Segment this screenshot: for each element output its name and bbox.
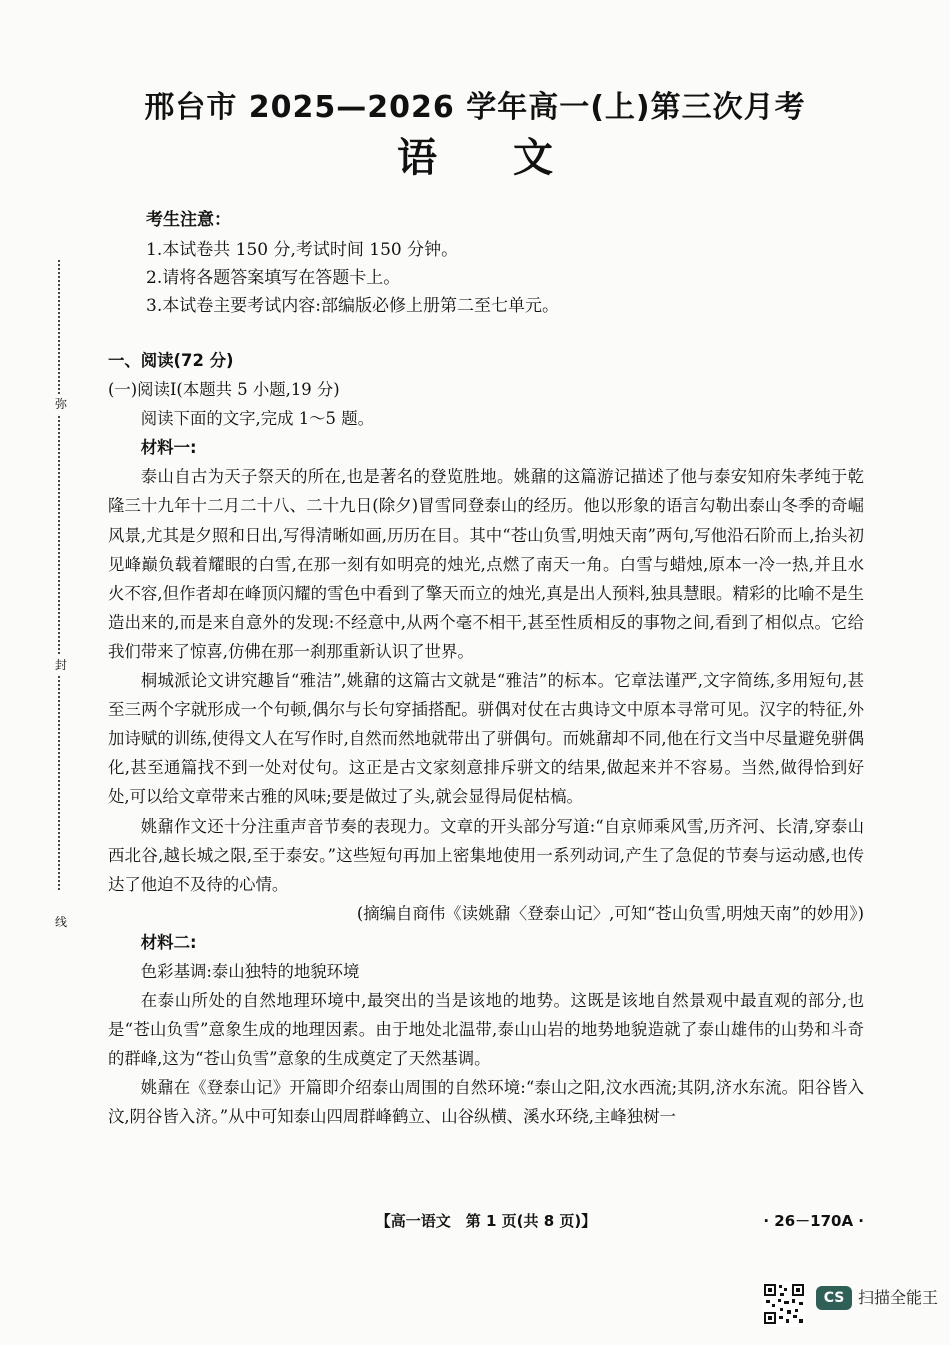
camscanner-name: 扫描全能王 bbox=[858, 1288, 939, 1307]
material-2-subtitle: 色彩基调:泰山独特的地貌环境 bbox=[140, 961, 360, 981]
exam-title: 邢台市 2025—2026 学年高一(上)第三次月考 bbox=[144, 90, 806, 125]
subject-title bbox=[0, 126, 950, 183]
binding-dotted-line bbox=[58, 260, 60, 890]
subject-char-1: 语 bbox=[397, 135, 437, 181]
candidate-notice bbox=[146, 206, 559, 320]
material-1-paragraph: 姚鼐作文还十分注重声音节奏的表现力。文章的开头部分写道:“自京师乘风雪,历齐河、长清,穿泰山西北谷,越长城之限,至于泰安。”这些短句再加上密集地使用一系列动词,产生了急促的节奏与运动感,也传达了他迫不及待的心情。 bbox=[108, 816, 864, 894]
material-1-source: (摘编自商伟《读姚鼐〈登泰山记〉,可知“苍山负雪,明烛天南”的妙用》) bbox=[356, 903, 864, 923]
subject-char-2: 文 bbox=[513, 135, 553, 181]
notice-item: 3.本试卷主要考试内容:部编版必修上册第二至七单元。 bbox=[146, 296, 559, 316]
camscanner-logo: CS bbox=[816, 1286, 852, 1310]
notice-item: 2.请将各题答案填写在答题卡上。 bbox=[146, 268, 401, 288]
section-heading: 一、阅读(72 分) bbox=[108, 351, 234, 370]
material-2-paragraph: 姚鼐在《登泰山记》开篇即介绍泰山周围的自然环境:“泰山之阳,汶水西流;其阴,济水东流。阳谷皆入汶,阴谷皆入济。”从中可知泰山四周群峰鹤立、山谷纵横、溪水环绕,主峰独树一 bbox=[108, 1078, 864, 1127]
exam-body bbox=[108, 346, 864, 1132]
notice-heading: 考生注意： bbox=[146, 210, 231, 230]
instruction: 阅读下面的文字,完成 1～5 题。 bbox=[140, 409, 374, 429]
seal-line-char: 封 bbox=[52, 655, 70, 675]
material-1-paragraph: 桐城派论文讲究趣旨“雅洁”,姚鼐的这篇古文就是“雅洁”的标本。它章法谨严,文字简练,多用短句,甚至三两个字就形成一个句顿,偶尔与长句穿插搭配。骈偶对仗在古典诗文中原本寻常可见。汉字的特征,外加诗赋的训练,使得文人在写作时,自然而然地就带出了骈偶句。而姚鼐却不同,他在行文当中尽量避免骈偶化,甚至通篇找不到一处对仗句。这正是古文家刻意排斥骈文的结果,做起来并不容易。当然,做得恰到好处,可以给文章带来古雅的风味;要是做过了头,就会显得局促枯槁。 bbox=[108, 671, 864, 807]
page-footer bbox=[108, 1210, 864, 1232]
material-1-label: 材料一: bbox=[140, 438, 197, 458]
footer-page-info: 【高一语文 第 1 页(共 8 页)】 bbox=[375, 1212, 597, 1230]
subsection-heading: (一)阅读Ⅰ(本题共 5 小题,19 分) bbox=[108, 380, 340, 400]
material-2-label: 材料二: bbox=[140, 932, 197, 952]
seal-line-char: 弥 bbox=[52, 394, 70, 414]
notice-item: 1.本试卷共 150 分,考试时间 150 分钟。 bbox=[146, 240, 459, 260]
material-2-paragraph: 在泰山所处的自然地理环境中,最突出的当是该地的地势。这既是该地自然景观中最直观的部分,也是“苍山负雪”意象生成的地理因素。由于地处北温带,泰山山岩的地势地貌造就了泰山雄伟的山势和斗奇的群峰,这为“苍山负雪”意象的生成奠定了天然基调。 bbox=[108, 991, 864, 1069]
qr-code-icon bbox=[762, 1282, 806, 1326]
seal-line-char: 线 bbox=[52, 912, 70, 932]
footer-exam-code: · 26－170A · bbox=[763, 1212, 864, 1230]
material-1-paragraph: 泰山自古为天子祭天的所在,也是著名的登览胜地。姚鼐的这篇游记描述了他与泰安知府朱孝纯于乾隆三十九年十二月二十八、二十九日(除夕)冒雪同登泰山的经历。他以形象的语言勾勒出泰山冬季的奇崛风景,尤其是夕照和日出,写得清晰如画,历历在目。其中“苍山负雪,明烛天南”两句,写他沿石阶而上,抬头初见峰巅负载着耀眼的白雪,在那一刻有如明亮的烛光,点燃了南天一角。白雪与蜡烛,原本一冷一热,并且水火不容,但作者却在峰顶闪耀的雪色中看到了擎天而立的烛光,真是出人预料,独具慧眼。精彩的比喻不是生造出来的,而是来自意外的发现:不经意中,从两个毫不相干,甚至性质相反的事物之间,看到了相似点。它给我们带来了惊喜,仿佛在那一刹那重新认识了世界。 bbox=[108, 467, 864, 661]
